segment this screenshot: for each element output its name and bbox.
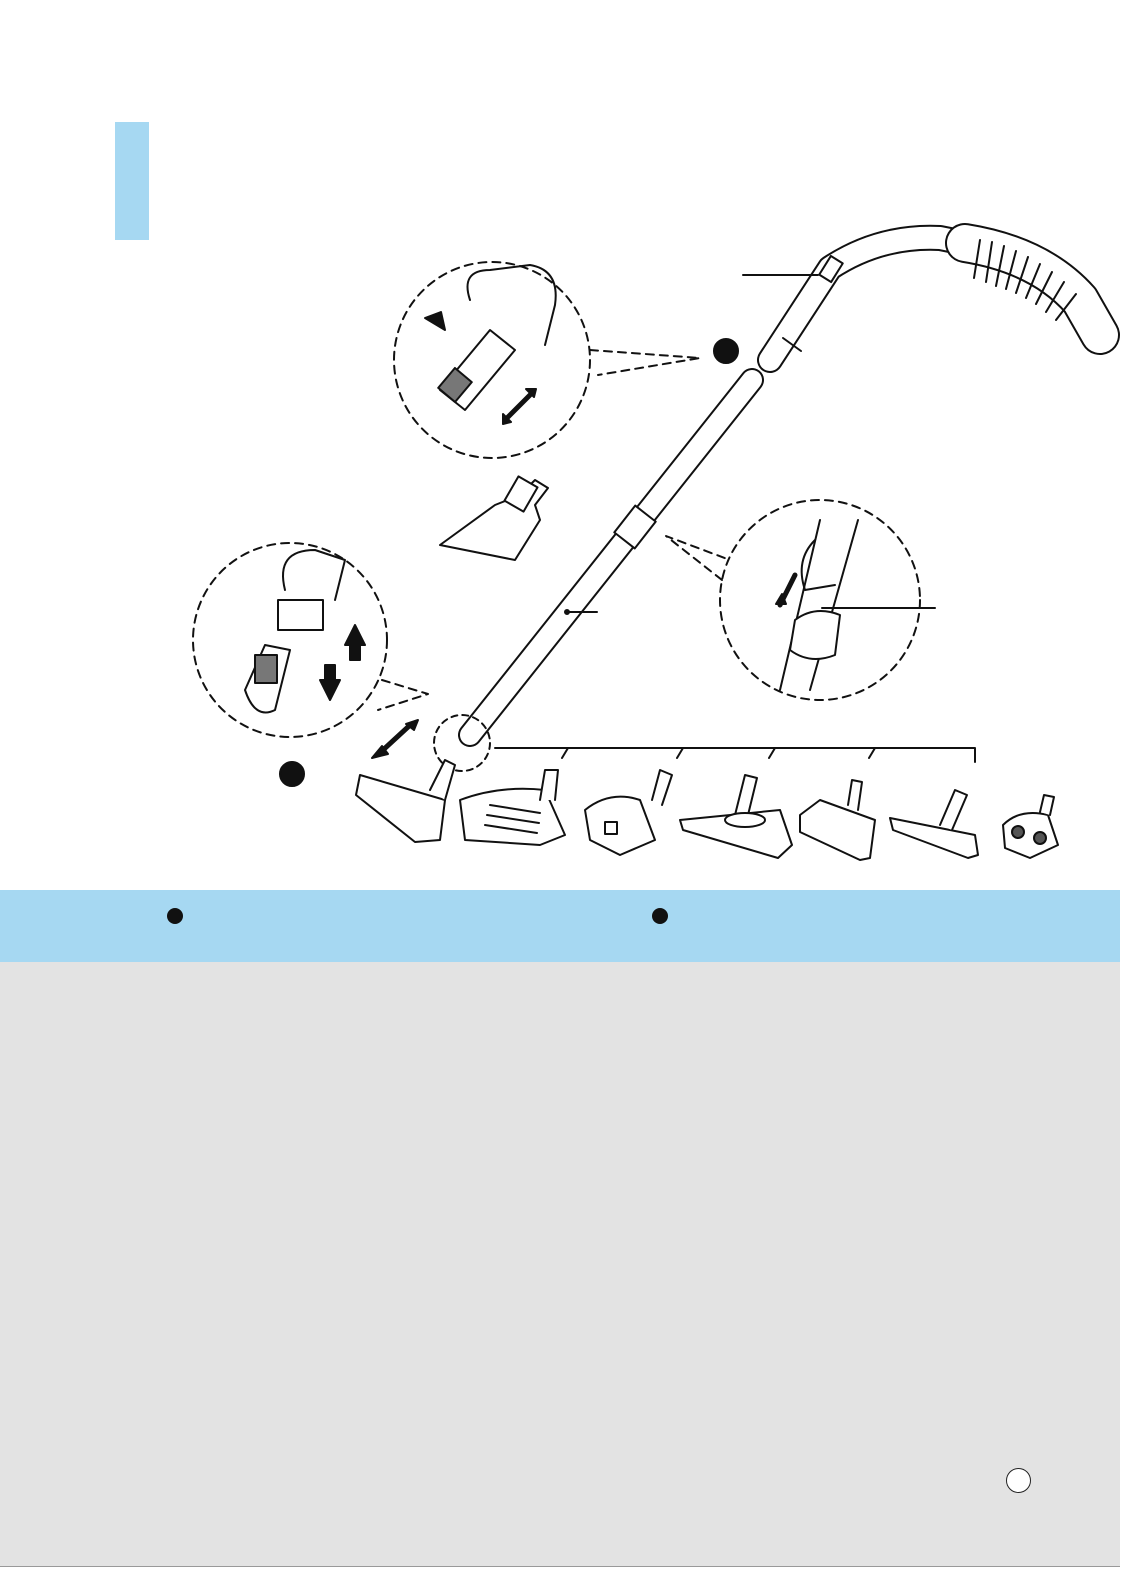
crevice-tool-icon	[440, 476, 548, 560]
floor-nozzle-main-icon	[356, 760, 455, 842]
parquet-nozzle-icon	[890, 790, 978, 858]
step-marker-2	[280, 762, 304, 786]
hand-press-icon	[425, 265, 556, 424]
hard-floor-nozzle-icon	[800, 780, 875, 860]
pipe-length-adjust-bubble	[666, 500, 920, 700]
bullet-marker-right	[652, 908, 668, 924]
flat-floor-nozzle-icon	[680, 775, 792, 858]
instruction-text-panel	[0, 962, 1120, 1566]
floor-nozzle-carpet-icon	[460, 770, 565, 845]
pipe-lock-detail-bubble	[394, 262, 700, 458]
section-header-band	[0, 890, 1120, 962]
attach-arrow-icon	[372, 720, 418, 758]
step-marker-1	[714, 339, 738, 363]
mini-turbo-brush-icon	[1003, 795, 1058, 858]
hand-release-icon	[245, 550, 365, 713]
nozzle-lock-detail-bubble	[193, 543, 428, 737]
turbo-nozzle-icon	[585, 770, 672, 855]
footer-rule	[0, 1566, 1120, 1567]
bullet-marker-left	[167, 908, 183, 924]
flexible-hose-icon	[965, 240, 1100, 335]
hand-adjust-icon	[776, 520, 858, 690]
hose-handle-icon	[770, 238, 965, 360]
page-number-badge	[1006, 1468, 1031, 1493]
